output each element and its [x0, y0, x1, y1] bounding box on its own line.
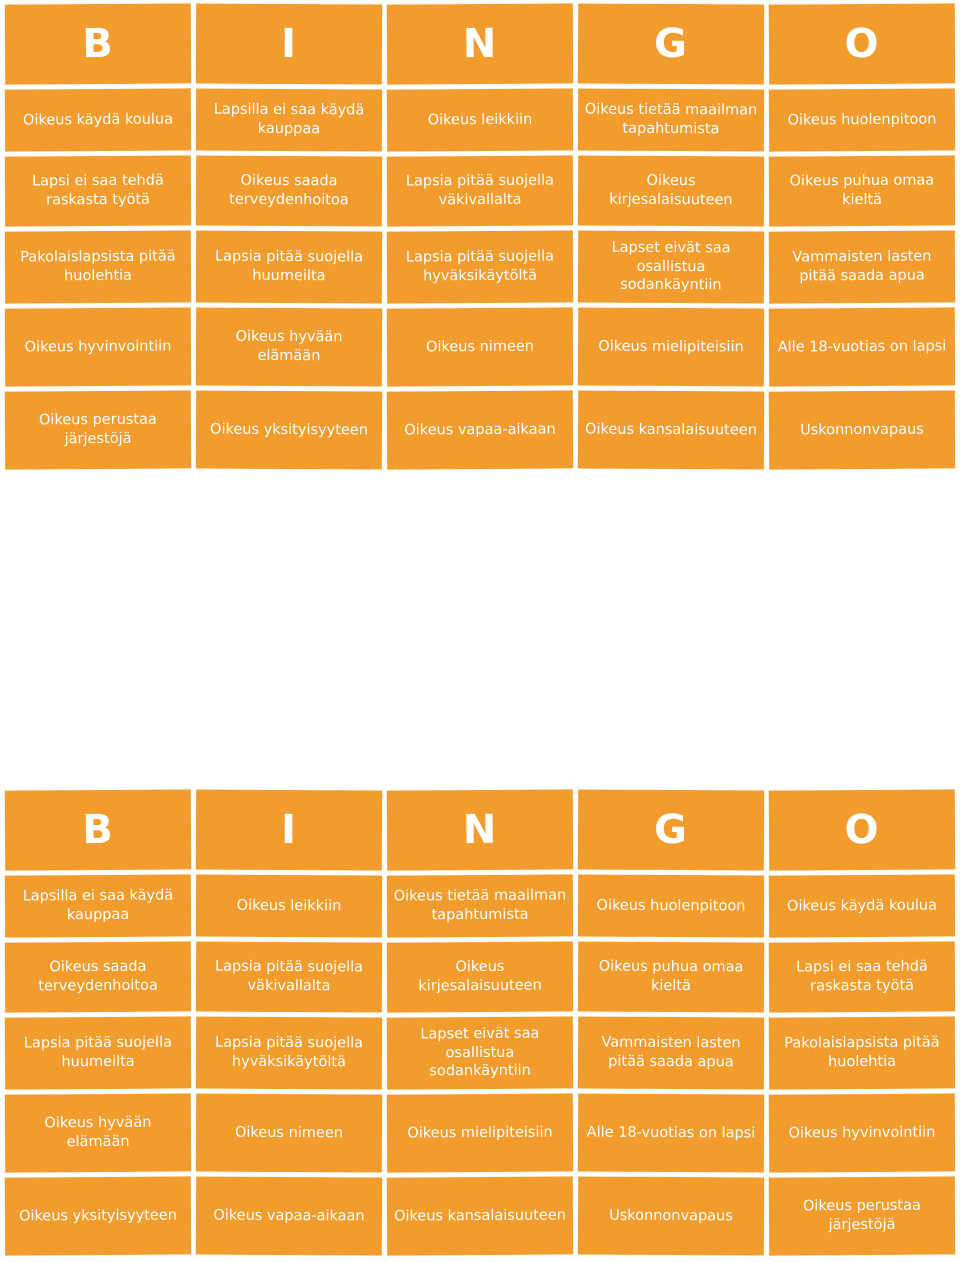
bingo-row — [5, 1017, 955, 1089]
bingo-cell[interactable]: Oikeus puhua omaa kieltä — [769, 155, 955, 226]
bingo-cell[interactable]: Oikeus perustaa järjestöjä — [5, 390, 191, 469]
bingo-cell[interactable]: Lapsia pitää suojella huumeilta — [5, 1016, 191, 1089]
bingo-cell[interactable]: Oikeus kansalaisuuteen — [578, 391, 764, 470]
bingo-cell[interactable]: Pakolaislapsista pitää huolehtia — [5, 230, 191, 303]
bingo-cell[interactable]: Pakolaislapsista pitää huolehtia — [769, 1016, 955, 1089]
bingo-cell[interactable]: Oikeus yksityisyyteen — [196, 391, 382, 470]
bingo-row — [5, 89, 955, 151]
bingo-cell[interactable]: Oikeus leikkiin — [387, 88, 573, 151]
header-letter-b: B — [5, 3, 191, 84]
bingo-cell[interactable]: Lapset eivät saa osallistua sodankäyntiin — [387, 1016, 573, 1089]
bingo-cell[interactable]: Oikeus huolenpitoon — [578, 875, 764, 938]
bingo-row — [5, 1177, 955, 1255]
bingo-cell[interactable]: Oikeus hyvään elämään — [196, 308, 382, 387]
bingo-cell[interactable]: Oikeus leikkiin — [196, 875, 382, 938]
bingo-row — [5, 156, 955, 226]
bingo-cell[interactable]: Vammaisten lasten pitää saada apua — [578, 1017, 764, 1090]
bingo-cell[interactable]: Oikeus tietää maailman tapahtumista — [387, 874, 573, 937]
bingo-cell[interactable]: Oikeus kirjesalaisuuteen — [387, 941, 573, 1012]
bingo-cell[interactable]: Lapset eivät saa osallistua sodankäyntiin — [578, 231, 764, 304]
header-letter-o: O — [769, 789, 955, 870]
bingo-cell[interactable]: Lapsi ei saa tehdä raskasta työtä — [769, 941, 955, 1012]
bingo-cell[interactable]: Oikeus yksityisyyteen — [5, 1176, 191, 1255]
header-letter-g: G — [578, 790, 764, 871]
bingo-cell[interactable]: Oikeus nimeen — [387, 307, 573, 386]
bingo-cell[interactable]: Uskonnonvapaus — [578, 1177, 764, 1256]
bingo-cell[interactable]: Lapsilla ei saa käydä kauppaa — [196, 89, 382, 152]
bingo-cell[interactable]: Oikeus käydä koulua — [769, 874, 955, 937]
bingo-cell[interactable]: Lapsia pitää suojella väkivallalta — [387, 155, 573, 226]
bingo-row — [5, 308, 955, 386]
bingo-cell[interactable]: Lapsia pitää suojella hyväksikäytöltä — [387, 230, 573, 303]
bingo-row — [5, 231, 955, 303]
bingo-cell[interactable]: Oikeus saada terveydenhoitoa — [196, 156, 382, 227]
bingo-cell[interactable]: Oikeus perustaa järjestöjä — [769, 1176, 955, 1255]
bingo-cell[interactable]: Alle 18-vuotias on lapsi — [578, 1094, 764, 1173]
header-letter-o: O — [769, 3, 955, 84]
header-letter-n: N — [387, 3, 573, 84]
bingo-cell[interactable]: Oikeus huolenpitoon — [769, 88, 955, 151]
bingo-cell[interactable]: Oikeus mielipiteisiin — [387, 1093, 573, 1172]
header-letter-b: B — [5, 789, 191, 870]
bingo-header-row — [5, 4, 955, 84]
bingo-cell[interactable]: Lapsi ei saa tehdä raskasta työtä — [5, 155, 191, 226]
bingo-cell[interactable]: Oikeus saada terveydenhoitoa — [5, 941, 191, 1012]
bingo-cell[interactable]: Oikeus hyvinvointiin — [769, 1093, 955, 1172]
bingo-cell[interactable]: Oikeus kirjesalaisuuteen — [578, 156, 764, 227]
header-letter-g: G — [578, 4, 764, 85]
bingo-cell[interactable]: Oikeus hyvään elämään — [5, 1093, 191, 1172]
bingo-cell[interactable]: Uskonnonvapaus — [769, 390, 955, 469]
bingo-row — [5, 875, 955, 937]
bingo-cell[interactable]: Oikeus mielipiteisiin — [578, 308, 764, 387]
header-letter-i: I — [196, 4, 382, 85]
header-letter-n: N — [387, 789, 573, 870]
bingo-header-row — [5, 790, 955, 870]
bingo-cell[interactable]: Oikeus nimeen — [196, 1094, 382, 1173]
header-letter-i: I — [196, 790, 382, 871]
bingo-cell[interactable]: Oikeus vapaa-aikaan — [196, 1177, 382, 1256]
bingo-cell[interactable]: Alle 18-vuotias on lapsi — [769, 307, 955, 386]
bingo-cell[interactable]: Lapsilla ei saa käydä kauppaa — [5, 874, 191, 937]
bingo-row — [5, 1094, 955, 1172]
bingo-card-bottom — [5, 790, 955, 1260]
bingo-cell[interactable]: Oikeus hyvinvointiin — [5, 307, 191, 386]
bingo-row — [5, 391, 955, 469]
bingo-cell[interactable]: Oikeus käydä koulua — [5, 88, 191, 151]
bingo-row — [5, 942, 955, 1012]
bingo-cell[interactable]: Lapsia pitää suojella hyväksikäytöltä — [196, 1017, 382, 1090]
bingo-cell[interactable]: Oikeus puhua omaa kieltä — [578, 942, 764, 1013]
bingo-cell[interactable]: Oikeus kansalaisuuteen — [387, 1176, 573, 1255]
bingo-cell[interactable]: Lapsia pitää suojella huumeilta — [196, 231, 382, 304]
bingo-cell[interactable]: Oikeus tietää maailman tapahtumista — [578, 89, 764, 152]
bingo-card-top — [5, 4, 955, 474]
bingo-cell[interactable]: Vammaisten lasten pitää saada apua — [769, 230, 955, 303]
bingo-cell[interactable]: Lapsia pitää suojella väkivallalta — [196, 942, 382, 1013]
bingo-cell[interactable]: Oikeus vapaa-aikaan — [387, 390, 573, 469]
